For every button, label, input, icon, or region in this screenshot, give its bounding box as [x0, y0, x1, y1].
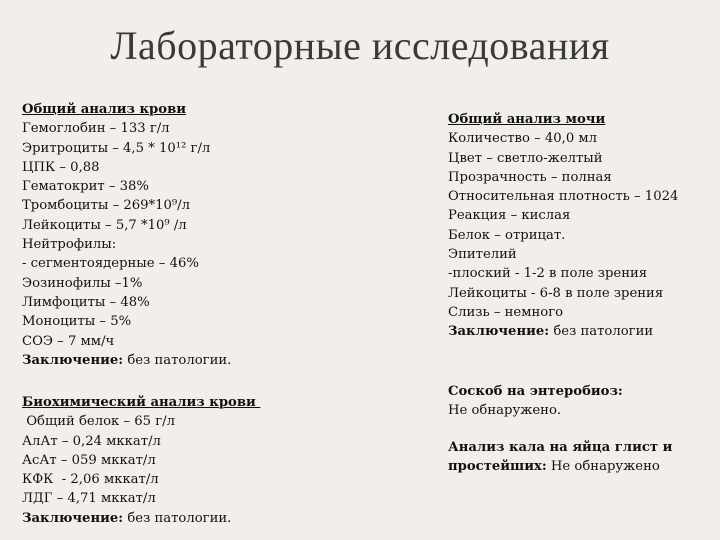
scraping-block [448, 382, 623, 421]
blood-line: Тромбоциты – 269*10⁹/л [22, 198, 191, 214]
urine-line: Белок – отрицат. [448, 227, 566, 243]
urine-line: Эпителий [448, 247, 517, 263]
biochem-line: КФК - 2,06 мккат/л [22, 472, 159, 488]
blood-analysis-block [22, 100, 231, 370]
urine-line: Лейкоциты - 6-8 в поле зрения [448, 285, 664, 301]
blood-line: ЦПК – 0,88 [22, 159, 100, 175]
blood-line: Нейтрофилы: [22, 237, 117, 253]
urine-conclusion-text: без патологии [549, 324, 654, 340]
urine-line: Реакция – кислая [448, 208, 571, 224]
blood-line: Гематокрит – 38% [22, 179, 149, 195]
stool-heading-line1: Анализ кала на яйца глист и [448, 440, 673, 455]
urine-line: Слизь – немного [448, 304, 564, 320]
urine-conclusion [448, 322, 678, 341]
urine-line: Цвет – светло-желтый [448, 150, 603, 166]
stool-line2 [448, 457, 672, 476]
blood-heading: Общий анализ крови [22, 102, 187, 117]
scraping-heading: Соскоб на энтеробиоз: [448, 384, 623, 399]
biochem-line: АлАт – 0,24 мккат/л [22, 433, 161, 449]
urine-conclusion-label: Заключение: [448, 324, 550, 340]
biochem-heading: Биохимический анализ крови [22, 395, 261, 410]
biochem-analysis-block [22, 393, 260, 528]
stool-result: Не обнаружено [546, 459, 660, 475]
urine-heading: Общий анализ мочи [448, 112, 606, 127]
blood-line: СОЭ – 7 мм/ч [22, 333, 115, 349]
blood-conclusion [22, 351, 231, 370]
biochem-conclusion [22, 509, 260, 528]
blood-line: Моноциты – 5% [22, 314, 132, 330]
urine-line: -плоский - 1-2 в поле зрения [448, 266, 648, 282]
blood-line: Эритроциты – 4,5 * 10¹² г/л [22, 140, 211, 156]
biochem-conclusion-label: Заключение: [22, 510, 124, 526]
biochem-line: АсАт – 059 мккат/л [22, 452, 156, 468]
biochem-line: ЛДГ – 4,71 мккат/л [22, 491, 156, 507]
blood-line: Гемоглобин – 133 г/л [22, 121, 170, 137]
blood-conclusion-label: Заключение: [22, 352, 124, 368]
stool-heading-line2: простейших: [448, 459, 547, 475]
scraping-result: Не обнаружено. [448, 403, 562, 419]
urine-line: Количество – 40,0 мл [448, 131, 598, 147]
blood-conclusion-text: без патологии. [123, 352, 232, 368]
blood-line: Эозинофилы –1% [22, 275, 143, 291]
urine-line: Относительная плотность – 1024 [448, 189, 679, 205]
biochem-line: Общий белок – 65 г/л [22, 414, 175, 430]
stool-block [448, 438, 672, 477]
urine-analysis-block [448, 110, 678, 342]
blood-line: Лимфоциты – 48% [22, 294, 150, 310]
urine-line: Прозрачность – полная [448, 169, 612, 185]
biochem-conclusion-text: без патологии. [123, 510, 232, 526]
blood-line: Лейкоциты – 5,7 *10⁹ /л [22, 217, 187, 233]
slide-title: Лабораторные исследования [110, 23, 610, 68]
blood-line: - сегментоядерные – 46% [22, 256, 199, 272]
